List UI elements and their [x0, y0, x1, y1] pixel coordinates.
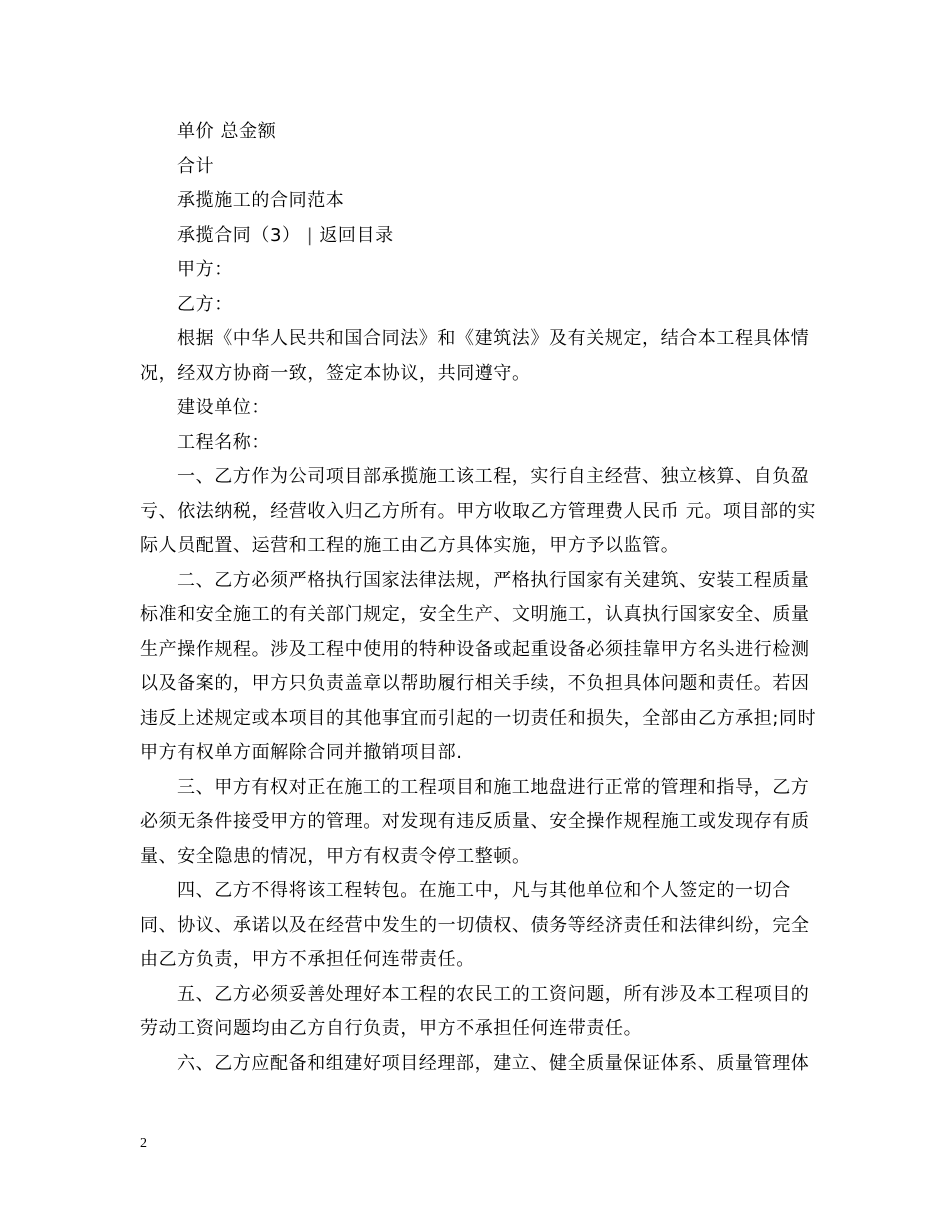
contract-nav-line: [140, 219, 820, 254]
project-name-line: 工程名称：: [177, 431, 270, 453]
party-b-line: 乙方：: [177, 293, 233, 315]
construction-unit-line: 建设单位：: [177, 397, 270, 418]
page-number: 2: [140, 1136, 147, 1151]
document-body: [140, 115, 820, 1081]
party-a-line: 甲方：: [177, 259, 233, 280]
preamble-paragraph: 根据《中华人民共和国合同法》和《建筑法》及有关规定，结合本工程具体情况，经双方协商一致，签定本协议，共同遵守。: [140, 328, 810, 384]
contract-template-title: 承揽施工的合同范本: [177, 190, 345, 211]
contract-title-3: 承揽合同（3）: [177, 224, 301, 246]
subtotal-line: 合计: [177, 155, 215, 177]
back-to-contents-link[interactable]: 返回目录: [319, 224, 394, 246]
clause-1-paragraph: 一、乙方作为公司项目部承揽施工该工程，实行自主经营、独立核算、自负盈亏、依法纳税，经营收入归乙方所有。甲方收取乙方管理费人民币 元。项目部的实际人员配置、运营和工程的施工由乙方具体实施，甲方予以监管。: [140, 466, 816, 556]
clause-3-paragraph: 三、甲方有权对正在施工的工程项目和施工地盘进行正常的管理和指导，乙方必须无条件接受甲方的管理。对发现有违反质量、安全操作规程施工或发现存有质量、安全隐患的情况，甲方有权责令停工整顿。: [140, 776, 810, 867]
clause-4-paragraph: 四、乙方不得将该工程转包。在施工中，凡与其他单位和个人签定的一切合同、协议、承诺以及在经营中发生的一切债权、债务等经济责任和法律纠纷，完全由乙方负责，甲方不承担任何连带责任。: [140, 880, 810, 970]
clause-2-paragraph: 二、乙方必须严格执行国家法律法规，严格执行国家有关建筑、安装工程质量标准和安全施工的有关部门规定，安全生产、文明施工，认真执行国家安全、质量生产操作规程。涉及工程中使用的特种设备或起重设备必须挂靠甲方名头进行检测以及备案的，甲方只负责盖章以帮助履行相关手续，不负担具体问题和责任。若因违反上述规定或本项目的其他事宜而引起的一切责任和损失，全部由乙方承担;同时甲方有权单方面解除合同并撤销项目部.: [140, 569, 817, 763]
nav-separator: |: [306, 224, 314, 246]
clause-6-paragraph: 六、乙方应配备和组建好项目经理部，建立、健全质量保证体系、质量管理体: [177, 1052, 810, 1074]
unit-price-total-line: 单价 总金额: [177, 121, 277, 142]
clause-5-paragraph: 五、乙方必须妥善处理好本工程的农民工的工资问题，所有涉及本工程项目的劳动工资问题均由乙方自行负责，甲方不承担任何连带责任。: [140, 983, 810, 1039]
